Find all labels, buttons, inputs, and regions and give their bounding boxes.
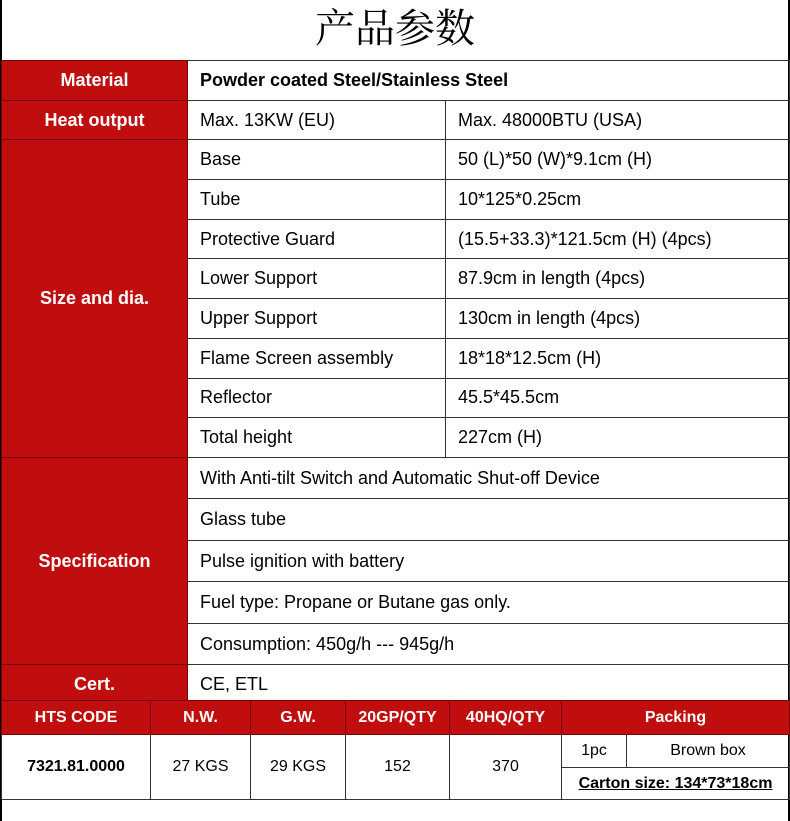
shipping-data-row	[2, 735, 790, 768]
specification-item: Glass tube	[188, 499, 790, 541]
size-item-name: Reflector	[188, 378, 446, 418]
gw-value: 29 KGS	[251, 735, 346, 800]
cert-row	[2, 665, 790, 705]
qty-20gp-value: 152	[346, 735, 450, 800]
header-nw: N.W.	[151, 701, 251, 735]
packing-qty: 1pc	[562, 735, 627, 768]
nw-value: 27 KGS	[151, 735, 251, 800]
spec-table	[1, 60, 790, 705]
material-value: Powder coated Steel/Stainless Steel	[188, 61, 790, 101]
header-40hq-qty: 40HQ/QTY	[450, 701, 562, 735]
header-hts-code: HTS CODE	[2, 701, 151, 735]
page-title: 产品参数	[315, 6, 475, 52]
header-20gp-qty: 20GP/QTY	[346, 701, 450, 735]
header-gw: G.W.	[251, 701, 346, 735]
carton-size: Carton size: 134*73*18cm	[562, 768, 790, 800]
size-item-name: Base	[188, 140, 446, 180]
size-item-value: 87.9cm in length (4pcs)	[446, 259, 790, 299]
heat-output-eu: Max. 13KW (EU)	[188, 100, 446, 140]
material-row	[2, 61, 790, 101]
cert-value: CE, ETL	[188, 665, 790, 705]
size-item-name: Lower Support	[188, 259, 446, 299]
cert-label: Cert.	[2, 665, 188, 705]
size-item-value: 10*125*0.25cm	[446, 180, 790, 220]
specification-item: Pulse ignition with battery	[188, 540, 790, 582]
heat-output-row	[2, 100, 790, 140]
heat-output-label: Heat output	[2, 100, 188, 140]
size-item-value: 227cm (H)	[446, 418, 790, 458]
specification-item: Fuel type: Propane or Butane gas only.	[188, 582, 790, 624]
heat-output-usa: Max. 48000BTU (USA)	[446, 100, 790, 140]
size-item-value: 130cm in length (4pcs)	[446, 299, 790, 339]
size-row	[2, 140, 790, 180]
size-item-value: 45.5*45.5cm	[446, 378, 790, 418]
header-packing: Packing	[562, 701, 790, 735]
specification-item: With Anti-tilt Switch and Automatic Shut-off Device	[188, 457, 790, 499]
specification-row	[2, 457, 790, 499]
shipping-header-row	[2, 701, 790, 735]
shipping-table	[1, 700, 790, 800]
size-item-name: Upper Support	[188, 299, 446, 339]
size-item-value: (15.5+33.3)*121.5cm (H) (4pcs)	[446, 219, 790, 259]
packing-type: Brown box	[627, 735, 790, 768]
size-item-value: 18*18*12.5cm (H)	[446, 338, 790, 378]
material-label: Material	[2, 61, 188, 101]
specification-item: Consumption: 450g/h --- 945g/h	[188, 623, 790, 665]
size-item-name: Total height	[188, 418, 446, 458]
hts-code-value: 7321.81.0000	[2, 735, 151, 800]
size-item-name: Protective Guard	[188, 219, 446, 259]
size-label: Size and dia.	[2, 140, 188, 458]
specification-label: Specification	[2, 457, 188, 665]
size-item-name: Tube	[188, 180, 446, 220]
qty-40hq-value: 370	[450, 735, 562, 800]
size-item-value: 50 (L)*50 (W)*9.1cm (H)	[446, 140, 790, 180]
size-item-name: Flame Screen assembly	[188, 338, 446, 378]
